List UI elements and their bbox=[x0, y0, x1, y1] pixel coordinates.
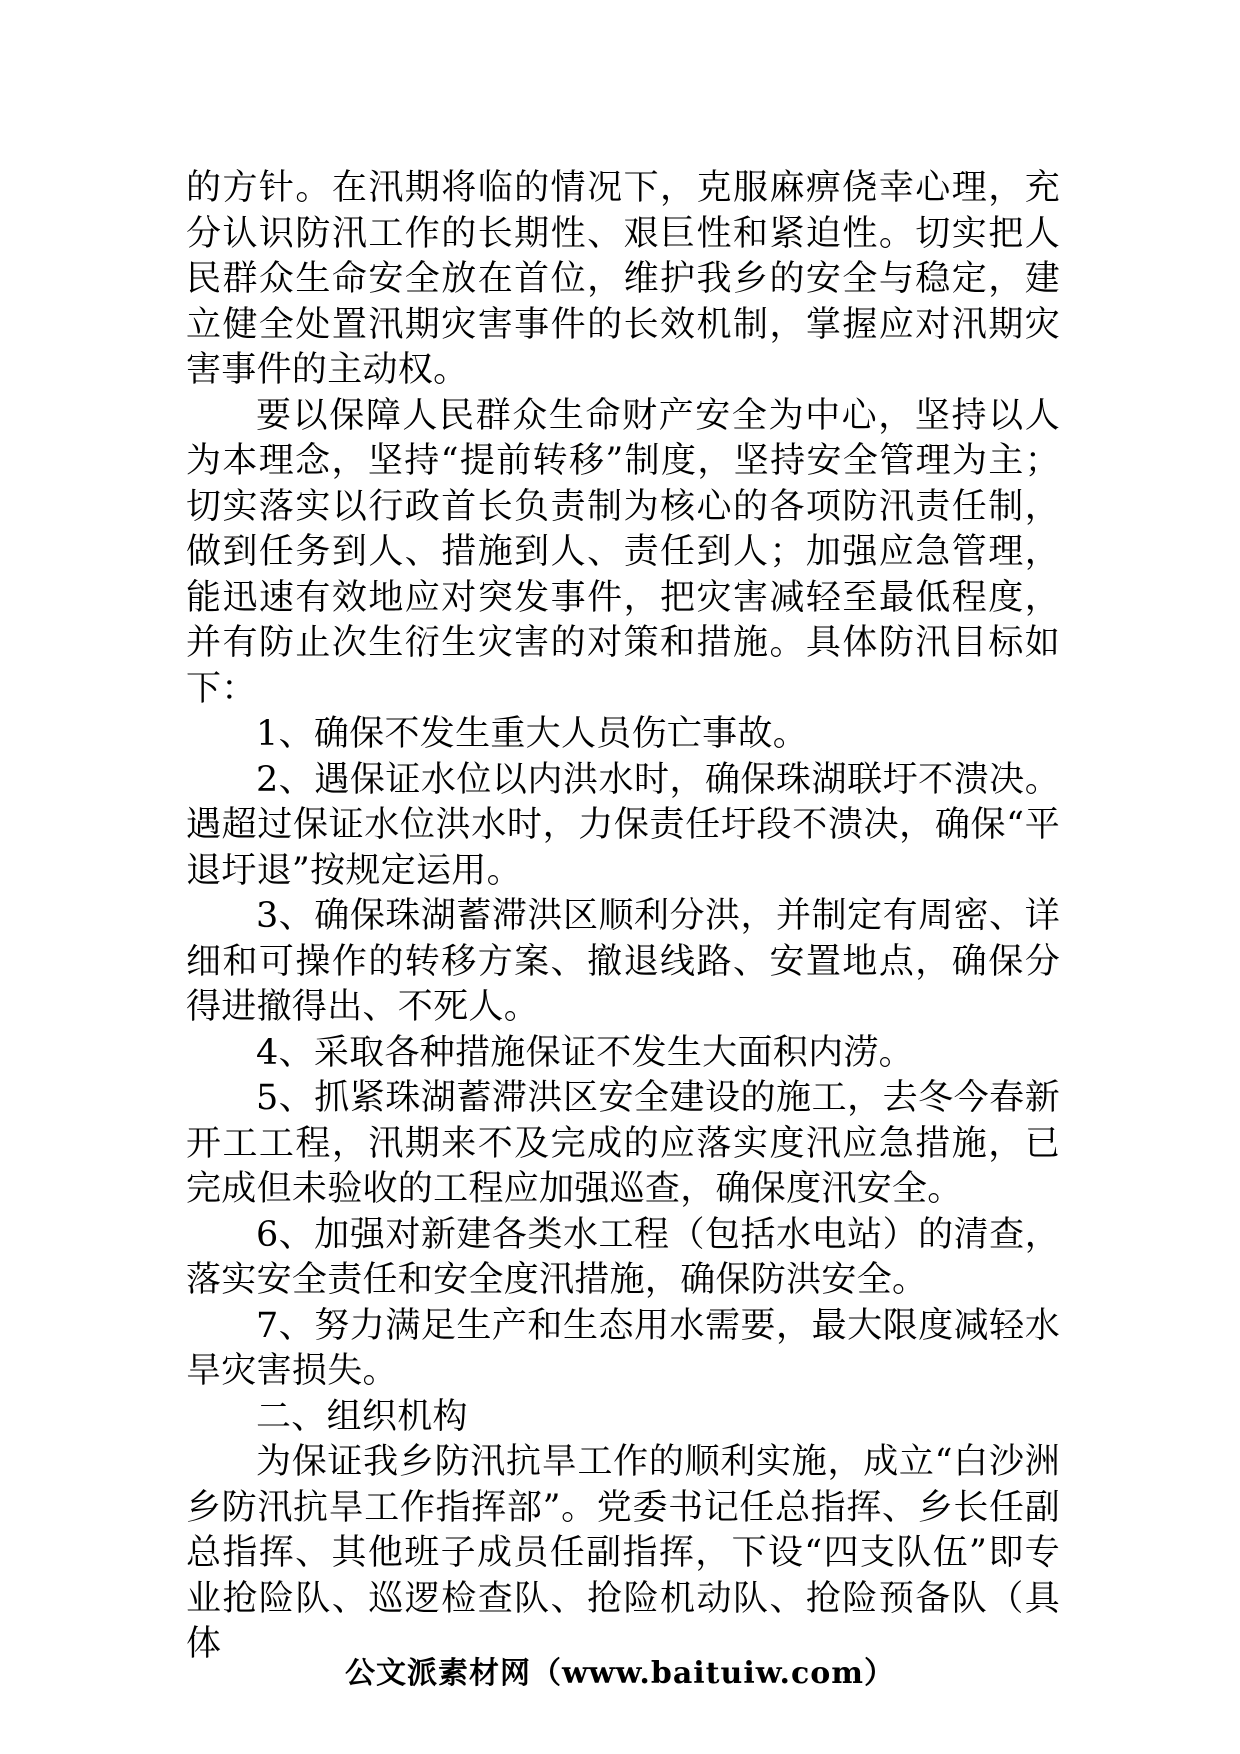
paragraph: 要以保障人民群众生命财产安全为中心，坚持以人为本理念，坚持“提前转移”制度，坚持安全管理为主；切实落实以行政首长负责制为核心的各项防汛责任制，做到任务到人、措施到人、责任到人；加强应急管理，能迅速有效地应对突发事件，把灾害减轻至最低程度，并有防止次生衍生灾害的对策和措施。具体防汛目标如下： bbox=[186, 395, 1060, 709]
document-body bbox=[186, 166, 1060, 1668]
list-item: 5、抓紧珠湖蓄滞洪区安全建设的施工，去冬今春新开工工程，汛期来不及完成的应落实度汛应急措施，已完成但未验收的工程应加强巡查，确保度汛安全。 bbox=[186, 1078, 1060, 1209]
list-item: 4、采取各种措施保证不发生大面积内涝。 bbox=[256, 1032, 914, 1073]
list-item: 1、确保不发生重大人员伤亡事故。 bbox=[256, 714, 809, 754]
paragraph: 的方针。在汛期将临的情况下，克服麻痹侥幸心理，充分认识防汛工作的长期性、艰巨性和紧迫性。切实把人民群众生命安全放在首位，维护我乡的安全与稳定，建立健全处置汛期灾害事件的长效机制，掌握应对汛期灾害事件的主动权。 bbox=[186, 168, 1060, 390]
paragraph: 为保证我乡防汛抗旱工作的顺利实施，成立“白沙洲乡防汛抗旱工作指挥部”。党委书记任总指挥、乡长任副总指挥、其他班子成员任副指挥，下设“四支队伍”即专业抢险队、巡逻检查队、抢险机动队、抢险预备队（具体 bbox=[186, 1442, 1060, 1664]
section-heading: 二、组织机构 bbox=[256, 1396, 468, 1437]
list-item: 3、确保珠湖蓄滞洪区顺利分洪，并制定有周密、详细和可操作的转移方案、撤退线路、安置地点，确保分得进撤得出、不死人。 bbox=[186, 896, 1060, 1027]
list-item: 2、遇保证水位以内洪水时，确保珠湖联圩不溃决。遇超过保证水位洪水时，力保责任圩段不溃决，确保“平退圩退”按规定运用。 bbox=[186, 759, 1060, 891]
footer-watermark: 公文派素材网（www.baituiw.com） bbox=[344, 1656, 896, 1691]
list-item: 6、加强对新建各类水工程（包括水电站）的清查，落实安全责任和安全度汛措施，确保防洪安全。 bbox=[186, 1214, 1060, 1300]
list-item: 7、努力满足生产和生态用水需要，最大限度减轻水旱灾害损失。 bbox=[186, 1305, 1060, 1391]
